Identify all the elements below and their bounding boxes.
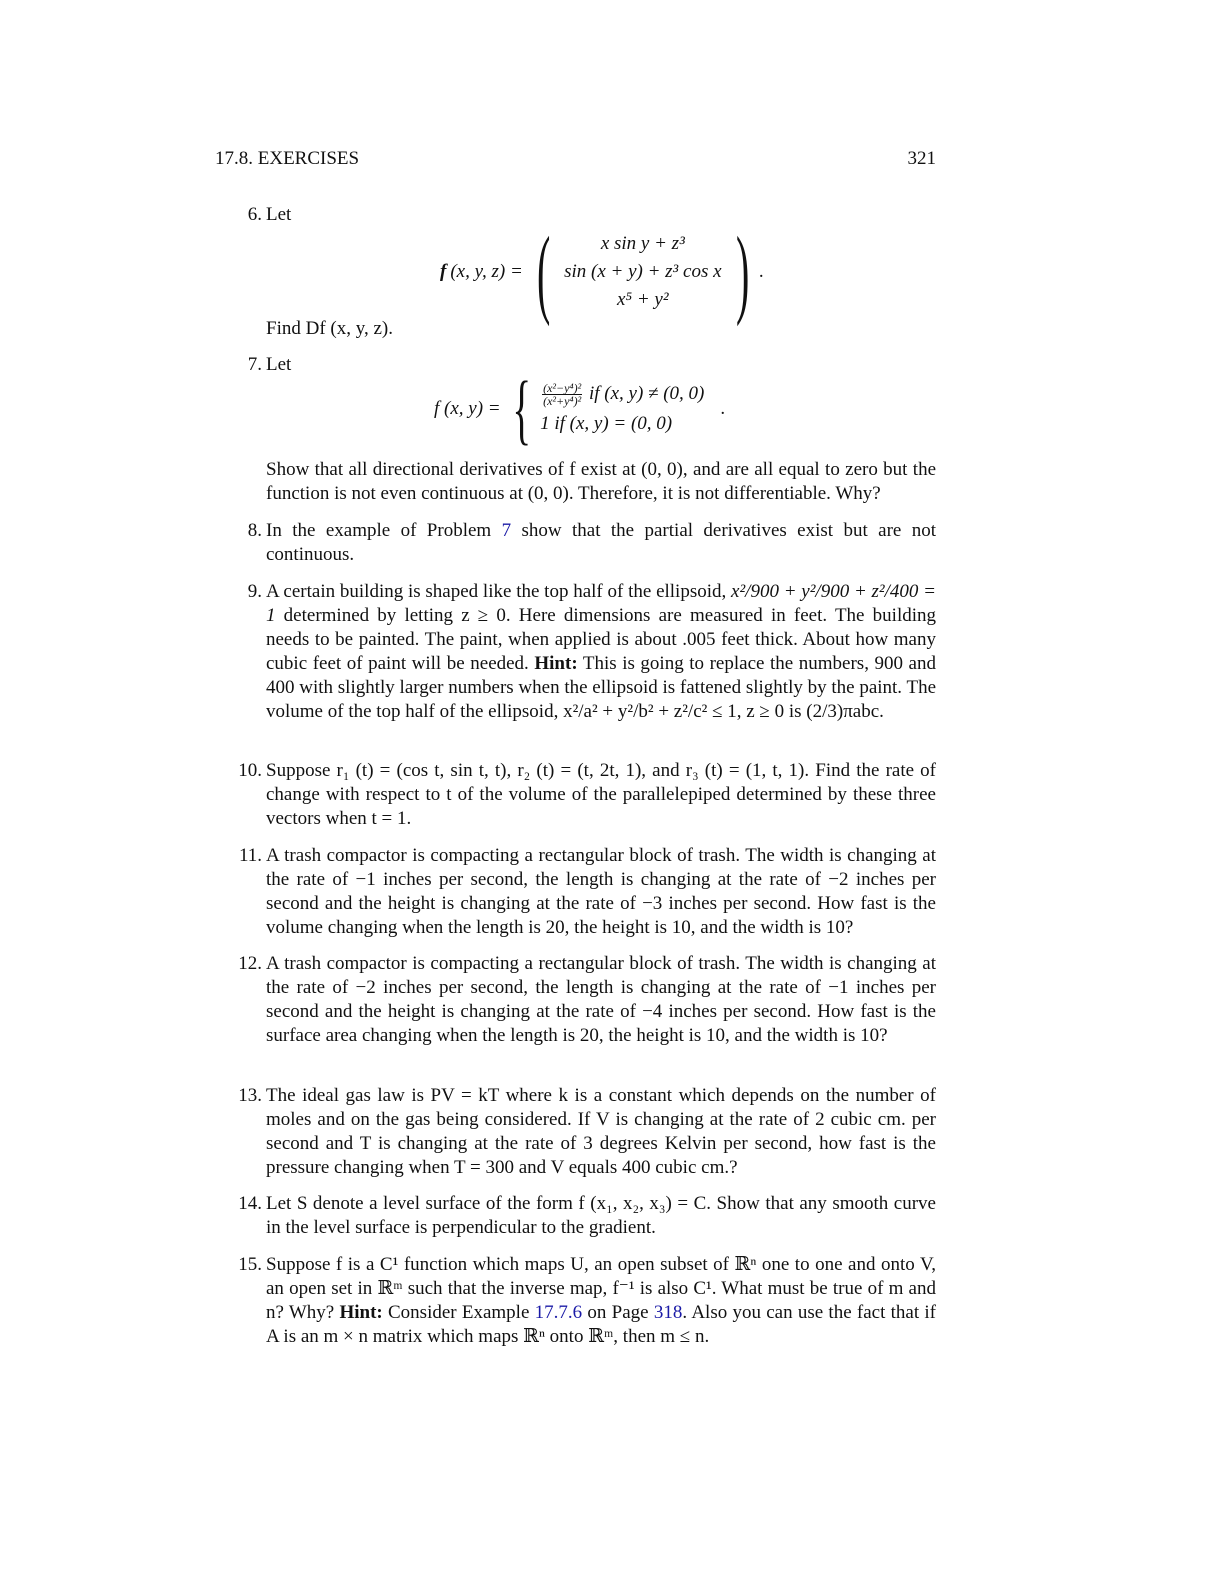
hint-label: Hint: bbox=[339, 1302, 383, 1323]
vector-row: x sin y + z³ bbox=[600, 233, 685, 254]
problem-7-text bbox=[236, 458, 936, 506]
example-link[interactable]: 17.7.6 bbox=[534, 1302, 583, 1323]
case-condition: if (x, y) ≠ (0, 0) bbox=[588, 383, 705, 404]
problem-text: The ideal gas law is PV = kT where k is a constant which depends on the number of moles and on the gas being considered. If V is changing at the rate of 2 cubic cm. per second and T is changing at the rate of 3 degrees Kelvin per second, how fast is the pressure changing when T = 300 and V equals 400 cubic cm.? bbox=[266, 1085, 936, 1178]
problem-number: 10. bbox=[238, 760, 262, 781]
problem-15: 15. Suppose f is a C¹ function which maps U, an open subset of ℝⁿ one to one and onto V, an open set in ℝᵐ such that the inverse map, f⁻¹ is also C¹. What must be true of m and n? Why? Hint: Consider Example 17.7.6 on Page 318. Also you can use the fact that if A is an m × n matrix which maps ℝⁿ onto ℝᵐ, then m ≤ n. bbox=[236, 1253, 936, 1349]
fraction: $\frac{\text{(x²−y⁴)²}}{\text{(x²+y⁴)²}}$ bbox=[543, 381, 582, 409]
problem-number: 8. bbox=[247, 520, 262, 541]
equation-7: f (x, y) = { $\frac{\text{(x²−y⁴)²}}{\text{(x²+y⁴)²}}$ if (x, y) ≠ (0, 0) 1 if (x, y) = (0, 0) . bbox=[434, 365, 726, 452]
page-link[interactable]: 318 bbox=[653, 1302, 683, 1323]
problem-number: 7. bbox=[247, 354, 262, 375]
problem-number: 12. bbox=[238, 953, 262, 974]
problem-13 bbox=[236, 1084, 936, 1180]
vector-row: x⁵ + y² bbox=[617, 289, 669, 310]
problem-12 bbox=[236, 952, 936, 1048]
problem-14 bbox=[236, 1192, 936, 1240]
problem-text: A trash compactor is compacting a rectangular block of trash. The width is changing at the rate of −1 inches per second, the length is changing at the rate of −2 inches per second and the height is changing at the rate of −3 inches per second. How fast is the volume changing when the length is 20, the height is 10, and the width is 10? bbox=[266, 845, 936, 938]
piecewise-cases bbox=[540, 379, 704, 439]
problem-7-link[interactable]: 7 bbox=[501, 520, 512, 541]
problem-number: 9. bbox=[247, 581, 262, 602]
problem-text: Find Df (x, y, z). bbox=[266, 318, 393, 339]
problem-text: Suppose r₁ (t) = (cos t, sin t, t), r₂ (t) = (t, 2t, 1), and r₃ (t) = (1, t, 1). Find the rate of change with respect to t of the volume of the parallelepiped determined by these three vectors when t = 1. bbox=[266, 760, 936, 829]
problem-text: A trash compactor is compacting a rectangular block of trash. The width is changing at the rate of −2 inches per second, the length is changing at the rate of −1 inches per second and the height is changing at the rate of −4 inches per second. How fast is the surface area changing when the length is 20, the height is 10, and the width is 10? bbox=[266, 953, 936, 1046]
vector-row: sin (x + y) + z³ cos x bbox=[564, 261, 722, 282]
problem-6-find bbox=[236, 317, 936, 341]
problem-number: 15. bbox=[238, 1254, 262, 1275]
problem-intro: Let bbox=[266, 204, 292, 225]
vector-components bbox=[564, 230, 721, 314]
problem-10 bbox=[236, 759, 936, 831]
problem-text: Let S denote a level surface of the form f (x₁, x₂, x₃) = C. Show that any smooth curve in the level surface is perpendicular to the gradient. bbox=[266, 1193, 936, 1238]
problem-number: 11. bbox=[238, 845, 262, 866]
problem-text: Show that all directional derivatives of f exist at (0, 0), and are all equal to zero but the function is not even continuous at (0, 0). Therefore, it is not differentiable. Why? bbox=[266, 459, 936, 504]
problem-intro: Let bbox=[266, 354, 292, 375]
running-header bbox=[215, 148, 936, 170]
hint-label: Hint: bbox=[534, 653, 578, 674]
problem-9: 9. A certain building is shaped like the top half of the ellipsoid, x²/900 + y²/900 + z²/400 = 1 determined by letting z ≥ 0. Here dimensions are measured in feet. The building needs to be painted. The paint, when applied is about .005 feet thick. About how many cubic feet of paint will be needed. Hint: This is going to replace the numbers, 900 and 400 with slightly larger numbers when the ellipsoid is fattened slightly by the paint. The volume of the top half of the ellipsoid, x²/a² + y²/b² + z²/c² ≤ 1, z ≥ 0 is (2/3)πabc. bbox=[236, 580, 936, 724]
ellipsoid-equation: x²/900 + y²/900 + z²/400 = 1 bbox=[266, 581, 936, 626]
section-title: 17.8. EXERCISES bbox=[215, 148, 360, 169]
case-2: 1 if (x, y) = (0, 0) bbox=[540, 413, 673, 434]
problem-number: 14. bbox=[238, 1193, 262, 1214]
problem-11 bbox=[236, 844, 936, 940]
problem-number: 13. bbox=[238, 1085, 262, 1106]
page-number: 321 bbox=[907, 148, 936, 169]
equation-6: f (x, y, z) = ( x sin y + z³ sin (x + y) + z³ cos x x⁵ + y² ) . bbox=[440, 216, 764, 327]
problem-number: 6. bbox=[247, 204, 262, 225]
equation-lhs: (x, y, z) = bbox=[450, 261, 523, 282]
equation-lhs: f (x, y) = bbox=[434, 398, 501, 419]
problem-8: 8. In the example of Problem 7 show that the partial derivatives exist but are not continuous. bbox=[236, 519, 936, 567]
